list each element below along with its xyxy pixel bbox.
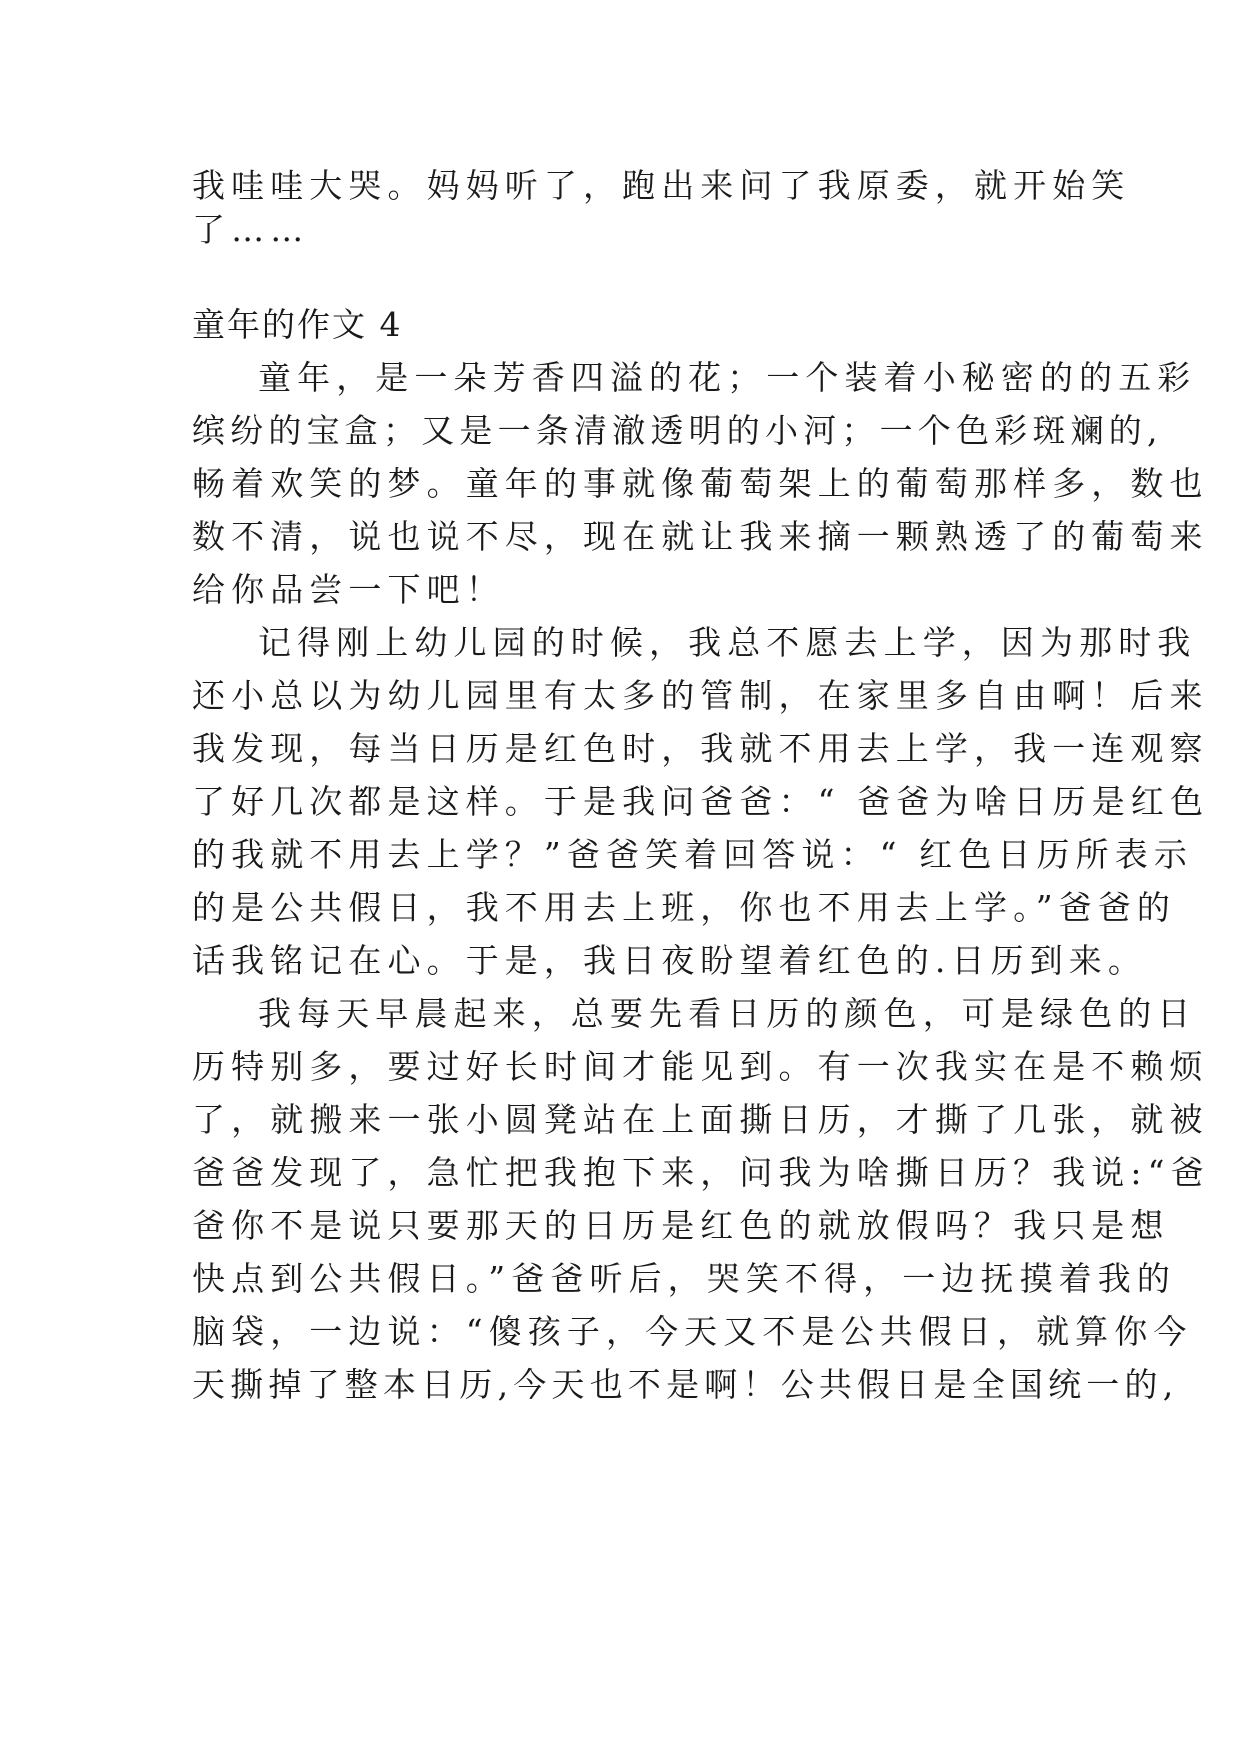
paragraph-line: 天撕掉了整本日历,今天也不是啊！公共假日是全国统一的, [192,1365,1179,1404]
paragraph-line: 话我铭记在心。于是，我日夜盼望着红色的.日历到来。 [192,941,1147,980]
paragraph-line: 快点到公共假日。”爸爸听后，哭笑不得，一边抚摸着我的 [192,1259,1176,1298]
paragraph-line: 历特别多，要过好长时间才能见到。有一次我实在是不赖烦 [192,1047,1209,1086]
paragraph-line: 爸你不是说只要那天的日历是红色的就放假吗？我只是想 [192,1206,1170,1245]
paragraph-line: 还小总以为幼儿园里有太多的管制，在家里多自由啊！后来 [192,676,1209,715]
paragraph-line: 数不清，说也说不尽，现在就让我来摘一颗熟透了的葡萄来 [192,517,1209,556]
paragraph-line: 爸爸发现了，急忙把我抱下来，问我为啥撕日历？我说:“爸 [192,1153,1210,1192]
paragraph-line: 了好几次都是这样。于是我问爸爸：“ 爸爸为啥日历是红色 [192,782,1210,821]
paragraph-line: 缤纷的宝盒；又是一条清澈透明的小河；一个色彩斑斓的, [192,411,1163,450]
paragraph-line: 的是公共假日，我不用去上班，你也不用去上学。”爸爸的 [192,888,1176,927]
text-line: 我哇哇大哭。妈妈听了，跑出来问了我原委，就开始笑 [192,166,1131,205]
paragraph-line: 我每天早晨起来，总要先看日历的颜色，可是绿色的日 [258,994,1197,1033]
text-line: 了…… [192,210,310,249]
paragraph-line: 脑袋，一边说：“傻孩子，今天又不是公共假日，就算你今 [192,1312,1193,1351]
paragraph-line: 给你品尝一下吧！ [192,570,505,609]
paragraph-line: 了，就搬来一张小圆凳站在上面撕日历，才撕了几张，就被 [192,1100,1209,1139]
paragraph-line: 畅着欢笑的梦。童年的事就像葡萄架上的葡萄那样多，数也 [192,464,1209,503]
paragraph-line: 记得刚上幼儿园的时候，我总不愿去上学，因为那时我 [258,623,1197,662]
paragraph-line: 的我就不用去上学？”爸爸笑着回答说：“ 红色日历所表示 [192,835,1193,874]
paragraph-line: 童年，是一朵芳香四溢的花；一个装着小秘密的的五彩 [258,358,1197,397]
section-title: 童年的作文 4 [192,305,403,344]
paragraph-line: 我发现，每当日历是红色时，我就不用去上学，我一连观察 [192,729,1209,768]
